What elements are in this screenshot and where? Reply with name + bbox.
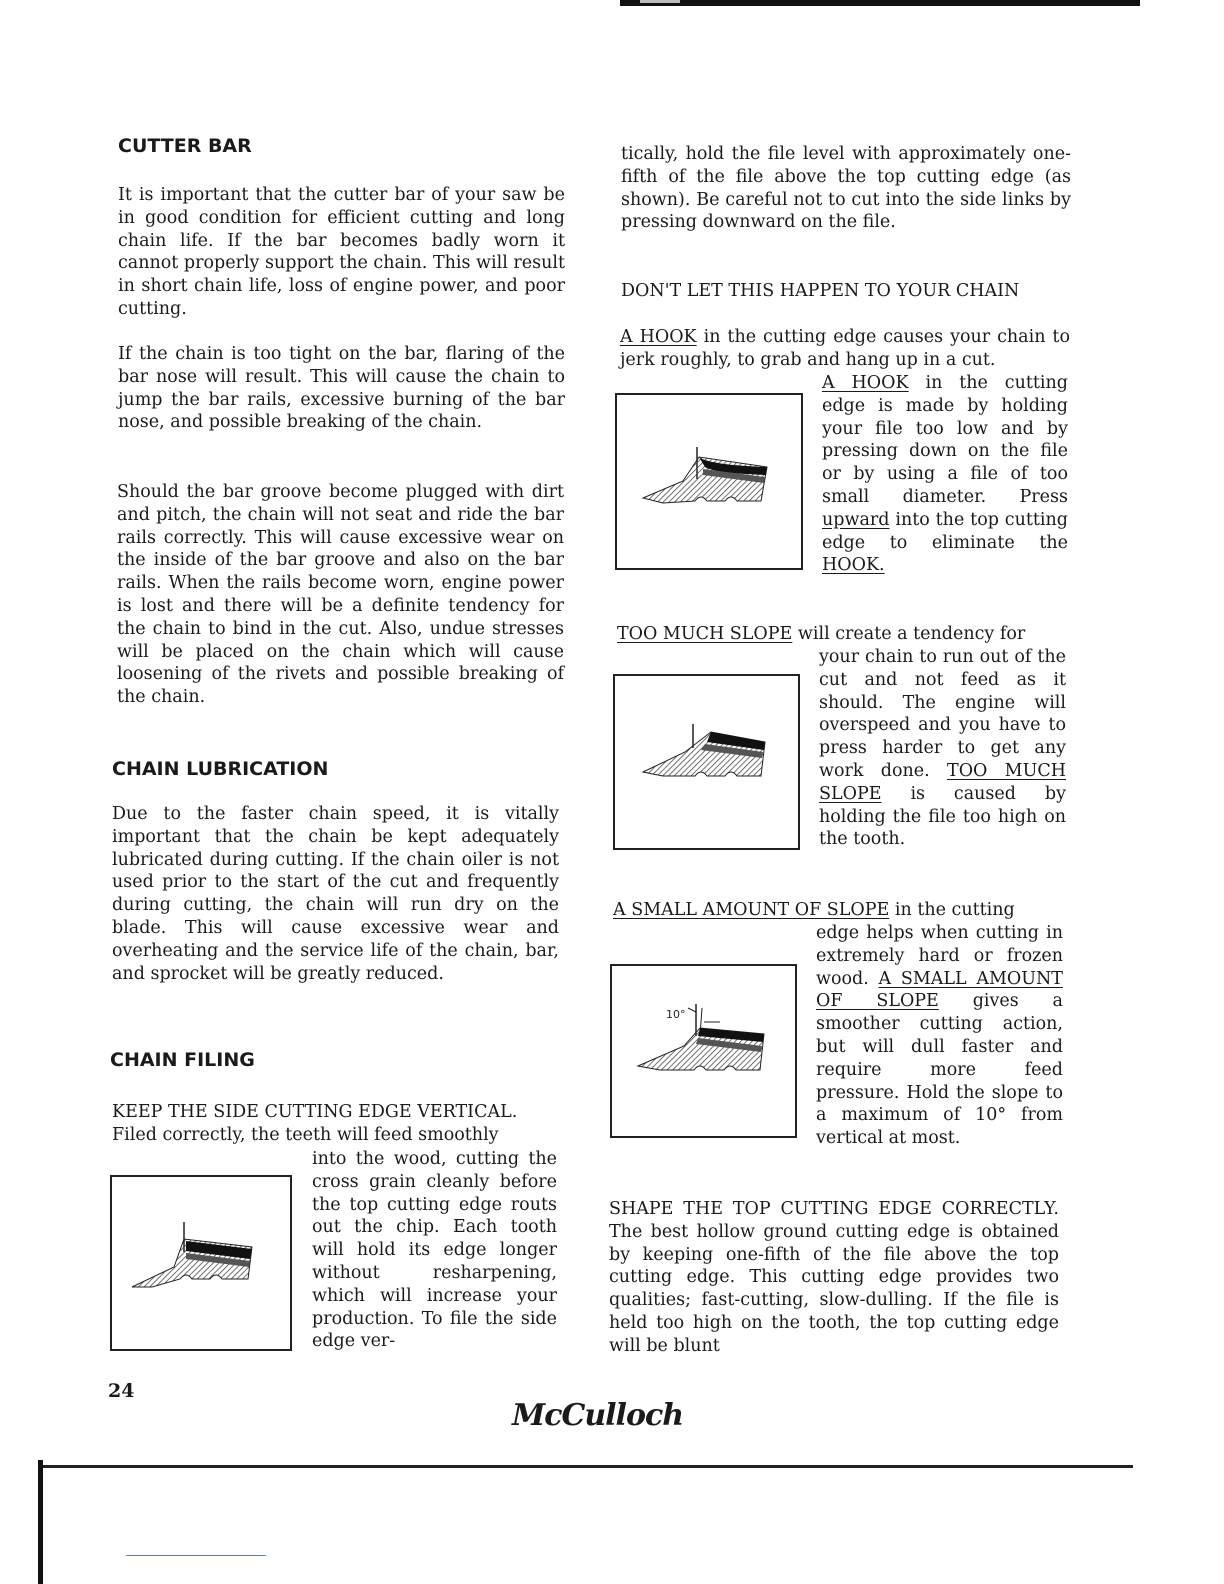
chain-tooth-10-degree-illustration [612,966,795,1136]
heading-chain-filing: CHAIN FILING [110,1049,255,1071]
angle-label-10-degrees: 10° [666,1008,686,1021]
small-slope-side-paragraph [816,922,1063,1150]
heading-chain-lubrication: CHAIN LUBRICATION [112,758,329,780]
bottom-blue-line [126,1555,266,1556]
hook-side-term-1: A HOOK [822,373,909,393]
hook-side-term-3: HOOK. [822,555,885,576]
figure-too-much-slope [613,674,800,850]
left-edge-rule [38,1460,43,1584]
mcculloch-logo: McCulloch [512,1398,684,1433]
chain-lubrication-paragraph: Due to the faster chain speed, it is vitally important that the chain be kept adequately lubricated during cutting. If the chain oiler is not used prior to the start of the cut and frequently during cutting, the chain will run dry on the blade. This will cause excessive wear and overheating and the service life of the chain, bar, and sprocket will be greatly reduced. [112,804,559,984]
cutter-bar-paragraph-3: Should the bar groove become plugged with dirt and pitch, the chain will not seat and ride the bar rails correctly. This will cause excessive wear on the inside of the bar groove and also on the bar rails. When the rails become worn, engine power is lost and there will be a definite tendency for the chain to bind in the cut. Also, undue stresses will be placed on the chain which will cause loosening of the rivets and possible breaking of the chain. [117,482,564,708]
too-much-slope-lead [617,623,1067,646]
dont-let-heading: DON'T LET THIS HAPPEN TO YOUR CHAIN [621,281,1020,301]
chain-filing-paragraph-rest: into the wood, cutting the cross grain cleanly before the top cutting edge routs out the chip. Each tooth will hold its edge longer without resharpening, which will increase your production. To file the side edge ver- [312,1149,557,1352]
too-much-slope-lead-text: will create a tendency for [797,624,1026,644]
small-slope-side-text-1: edge helps when cutting in extremely hard or frozen wood. [816,923,1063,989]
shape-top-edge-paragraph: SHAPE THE TOP CUTTING EDGE CORRECTLY. The best hollow ground cutting edge is obtained by keeping one-fifth of the file above the top cutting edge. This cutting edge provides two qualities; fast-cutting, slow-dulling. If the file is held too high on the tooth, the top cutting edge will be blunt [609,1199,1059,1356]
small-slope-side-term: A SMALL AMOUNT OF SLOPE [816,968,1063,1012]
hook-lead-paragraph [620,326,1070,372]
heading-cutter-bar: CUTTER BAR [118,135,252,157]
top-scan-mark [640,0,680,3]
cutter-bar-paragraph-2: If the chain is too tight on the bar, flaring of the bar nose will result. This will cause the chain to jump the bar rails, excessive burning of the bar nose, and possible breaking of the chain. [118,344,565,433]
small-slope-lead [613,899,1065,922]
chain-tooth-slope-illustration [615,676,798,848]
filing-continued-paragraph: tically, hold the file level with approximately one-fifth of the file above the top cutting edge (as shown). Be careful not to cut into the side links by pressing downward on the file. [621,144,1071,233]
figure-hook [615,393,803,570]
too-much-slope-side-paragraph [819,646,1066,851]
cutter-bar-paragraph-1: It is important that the cutter bar of your saw be in good condition for efficient cutting and long chain life. If the bar becomes badly worn it cannot properly support the chain. This will result in short chain life, loss of engine power, and poor cutting. [118,185,565,319]
hook-term: A HOOK [620,327,697,347]
hook-lead-text: in the cutting edge causes your chain to jerk roughly, to grab and hang up in a cut. [620,327,1070,370]
chain-tooth-vertical-illustration [112,1177,290,1349]
page-number: 24 [108,1380,135,1402]
bottom-border-line [38,1465,1133,1468]
too-much-slope-side-term: TOO MUCH SLOPE [819,760,1066,804]
hook-side-term-2: upward [822,509,890,530]
hook-side-text-2: into the top cutting edge to eliminate the [822,509,1068,553]
too-much-slope-side-text-2: is caused by holding the file too high on the tooth. [819,783,1066,850]
figure-small-slope [610,964,797,1138]
small-slope-side-text-2: gives a smoother cutting action, but will dull faster and require more feed pressure. Hold the slope to a maximum of 10° from vertical at most. [816,991,1063,1149]
chain-filing-line-2: Filed correctly, the teeth will feed smoothly [112,1125,499,1145]
too-much-slope-term: TOO MUCH SLOPE [617,624,793,644]
too-much-slope-side-text-1: your chain to run out of the cut and not feed as it should. The engine will overspeed and you have to press harder to get any work done. [819,647,1066,781]
hook-side-text-1: in the cutting edge is made by holding your file too low and by pressing down on the file or by using a file of too small diameter. Press [822,373,1068,507]
top-border-line [620,0,1140,6]
hook-side-paragraph [822,372,1068,577]
chain-tooth-hook-illustration [617,395,801,568]
small-slope-term: A SMALL AMOUNT OF SLOPE [613,900,890,920]
chain-filing-line-1: KEEP THE SIDE CUTTING EDGE VERTICAL. [112,1102,518,1122]
figure-correct-filing [110,1175,292,1351]
small-slope-lead-text: in the cutting [894,900,1015,920]
